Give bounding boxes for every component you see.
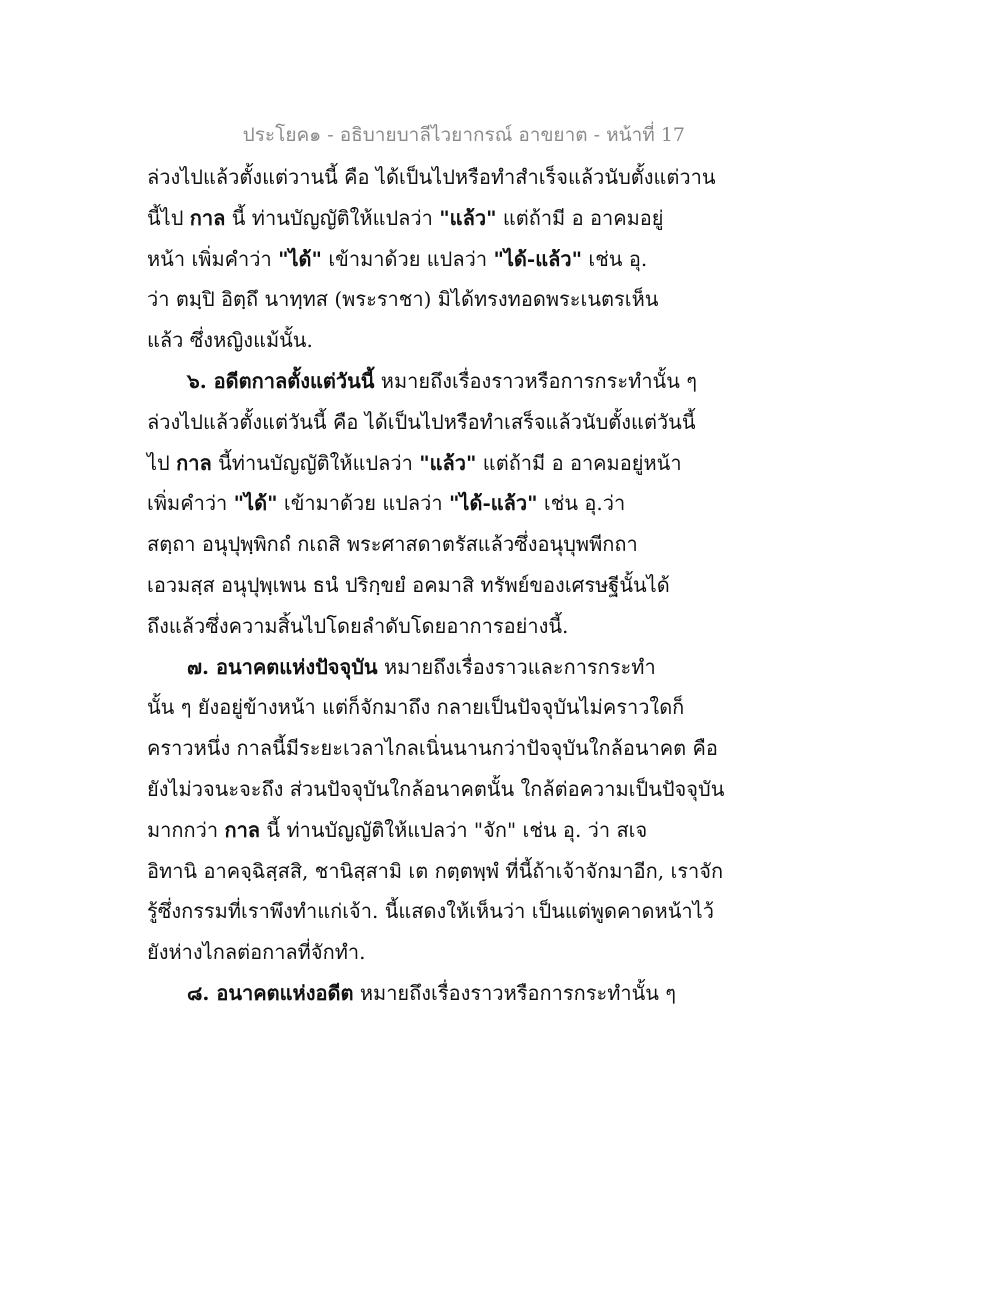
text-run: เช่น อุ. bbox=[582, 246, 648, 271]
text-run: นี้ไป bbox=[147, 205, 190, 230]
text-run: ถึงแล้วซึ่งความสิ้นไปโดยลำดับโดยอาการอย่างนี้. bbox=[147, 613, 569, 638]
bold-term: ๗. อนาคตแห่งปัจจุบัน bbox=[187, 654, 378, 679]
text-run: นี้ท่านบัญญัติให้แปลว่า bbox=[211, 450, 420, 475]
text-line bbox=[147, 769, 725, 810]
text-line bbox=[147, 402, 707, 443]
text-run: หมายถึงเรื่องราวและการกระทำ bbox=[377, 654, 656, 679]
text-run: แล้ว ซึ่งหญิงแม้นั้น. bbox=[147, 328, 313, 353]
paragraph-first-line bbox=[147, 647, 707, 688]
text-line bbox=[147, 524, 707, 565]
text-line bbox=[147, 810, 707, 851]
text-line bbox=[147, 891, 714, 932]
bold-term: "ได้-แล้ว" bbox=[449, 491, 538, 516]
text-run: ไป bbox=[147, 450, 177, 475]
page-header: ประโยค๑ - อธิบายบาลีไวยากรณ์ อาขยาต - หน้าที่ 17 bbox=[242, 124, 685, 146]
text-run: เพิ่มคำว่า bbox=[147, 491, 234, 516]
paragraph-first-line bbox=[147, 361, 707, 402]
text-run: แต่ถ้ามี อ อาคมอยู่ bbox=[496, 205, 664, 230]
text-run: หน้า เพิ่มคำว่า bbox=[147, 246, 279, 271]
text-run: สตฺถา อนุปุพฺพิกถํ กเถสิ พระศาสดาตรัสแล้วซึ่งอนุบุพพีกถา bbox=[147, 532, 638, 557]
bold-term: "ได้" bbox=[278, 246, 322, 271]
bold-term: "แล้ว" bbox=[419, 450, 477, 475]
bold-term: "แล้ว" bbox=[439, 205, 497, 230]
text-run: หมายถึงเรื่องราวหรือการกระทำนั้น ๆ bbox=[374, 368, 697, 393]
bold-term: "ได้-แล้ว" bbox=[493, 246, 583, 271]
text-line bbox=[147, 851, 724, 892]
bold-term: กาล bbox=[189, 205, 226, 230]
text-run: คราวหนึ่ง กาลนี้มีระยะเวลาไกลเนิ่นนานกว่าปัจจุบันใกล้อนาคต คือ bbox=[147, 736, 718, 761]
text-run: เข้ามาด้วย แปลว่า bbox=[321, 246, 494, 271]
bold-term: กาล bbox=[224, 817, 261, 842]
text-run: ยังห่างไกลต่อกาลที่จักทำ. bbox=[147, 940, 366, 965]
text-run: มากกว่า bbox=[147, 817, 225, 842]
text-run: ยังไม่วจนะจะถึง ส่วนปัจจุบันใกล้อนาคตนั้น ใกล้ต่อความเป็นปัจจุบัน bbox=[147, 776, 725, 801]
bold-term: กาล bbox=[176, 450, 212, 475]
bold-term: "ได้" bbox=[233, 491, 278, 516]
text-run: นี้ ท่านบัญญัติให้แปลว่า "จัก" เช่น อุ. ว่า สเจ bbox=[260, 817, 648, 842]
text-line bbox=[147, 932, 707, 973]
text-run: หมายถึงเรื่องราวหรือการกระทำนั้น ๆ bbox=[353, 980, 677, 1005]
text-run: ว่า ตมฺปิ อิตฺถึ นาทฺทส (พระราชา) มิได้ทรงทอดพระเนตรเห็น bbox=[147, 287, 659, 312]
text-run: นั้น ๆ ยังอยู่ข้างหน้า แต่ก็จักมาถึง กลายเป็นปัจจุบันไม่คราวใดก็ bbox=[147, 695, 685, 720]
text-run: แต่ถ้ามี อ อาคมอยู่หน้า bbox=[476, 450, 682, 475]
page-body bbox=[147, 157, 725, 1014]
text-line bbox=[147, 606, 707, 647]
text-line bbox=[147, 157, 716, 198]
text-line bbox=[147, 279, 707, 320]
text-line bbox=[147, 687, 707, 728]
text-run: เช่น อุ.ว่า bbox=[537, 491, 626, 516]
text-run: อิทานิ อาคจฺฉิสฺสสิ, ชานิสฺสามิ เต กตฺตพฺพํ ที่นี้ถ้าเจ้าจักมาอีก, เราจัก bbox=[147, 858, 724, 883]
text-line bbox=[147, 443, 707, 484]
text-run: รู้ซึ่งกรรมที่เราพึงทำแก่เจ้า. นี้แสดงให้เห็นว่า เป็นแต่พูดคาดหน้าไว้ bbox=[147, 899, 714, 924]
text-line bbox=[147, 728, 718, 769]
paragraph-first-line bbox=[147, 973, 707, 1014]
bold-term: ๘. อนาคตแห่งอดีต bbox=[187, 980, 354, 1005]
text-line bbox=[147, 320, 707, 361]
text-run: ล่วงไปแล้วตั้งแต่วานนี้ คือ ได้เป็นไปหรือทำสำเร็จแล้วนับตั้งแต่วาน bbox=[147, 165, 716, 189]
text-run: นี้ ท่านบัญญัติให้แปลว่า bbox=[225, 205, 440, 230]
text-line bbox=[147, 483, 707, 524]
text-run: เข้ามาด้วย แปลว่า bbox=[277, 491, 449, 516]
text-run: เอวมสฺส อนุปุพฺเพน ธนํ ปริกฺขยํ อคมาสิ ทรัพย์ของเศรษฐีนั้นได้ bbox=[147, 572, 670, 597]
text-line bbox=[147, 565, 707, 606]
text-run: ล่วงไปแล้วตั้งแต่วันนี้ คือ ได้เป็นไปหรือทำเสร็จแล้วนับตั้งแต่วันนี้ bbox=[147, 409, 696, 434]
bold-term: ๖. อดีตกาลตั้งแต่วันนี้ bbox=[187, 368, 375, 393]
text-line bbox=[147, 239, 707, 280]
text-line bbox=[147, 198, 707, 239]
